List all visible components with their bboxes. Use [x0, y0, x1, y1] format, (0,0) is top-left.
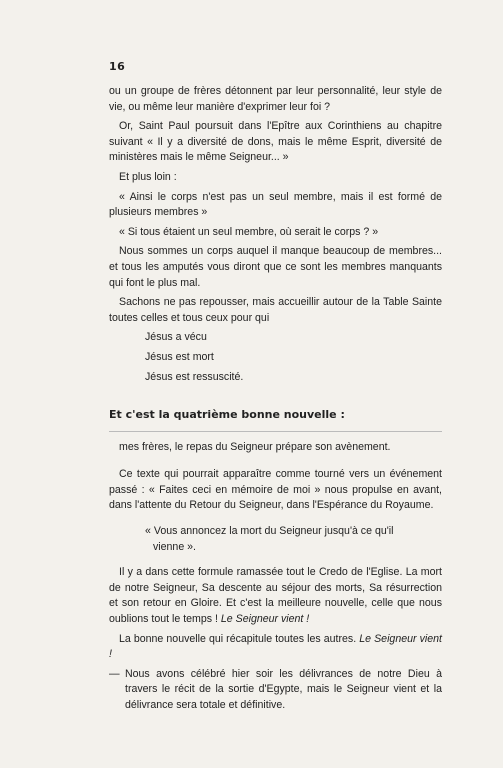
paragraph-8-text: Il y a dans cette formule ramassée tout le Credo de l'Eglise. La mort de notre Seigneur, Sa descente au séjour des morts, Sa résurrection et son retour en Gloire. Et c'est la meilleure nouvelle, celle que nous oublions tout le temps !: [109, 566, 442, 626]
paragraph-3: Et plus loin :: [119, 170, 177, 183]
paragraph-6: mes frères, le repas du Seigneur prépare son avènement.: [119, 440, 391, 453]
paragraph-7: Ce texte qui pourrait apparaître comme tourné vers un événement passé : « Faites ceci en mémoire de moi » nous propulse en avant, dans l'attente du Retour du Seigneur, dans l'Espérance du Royaume.: [109, 468, 442, 512]
quote-3-line-2: vienne ».: [153, 540, 196, 553]
quote-2: « Si tous étaient un seul membre, où serait le corps ? »: [119, 225, 379, 238]
list-item: Jésus est ressuscité.: [145, 370, 244, 383]
section-heading: Et c'est la quatrième bonne nouvelle :: [109, 408, 345, 422]
body-text: [109, 84, 442, 714]
paragraph-8-emphasis: Le Seigneur vient !: [220, 613, 310, 626]
paragraph-9-text: La bonne nouvelle qui récapitule toutes les autres.: [119, 632, 357, 645]
paragraph-4: Nous sommes un corps auquel il manque beaucoup de membres... et tous les amputés vous diront que ce sont les membres manquants qui font le plus mal.: [109, 245, 442, 289]
dash-paragraph-text: Nous avons célébré hier soir les délivrances de notre Dieu à travers le récit de la sortie d'Egypte, mais le Seigneur vient et la délivrance sera totale et définitive.: [125, 667, 442, 711]
paragraph-2: Or, Saint Paul poursuit dans l'Epître aux Corinthiens au chapitre suivant « Il y a diversité de dons, mais le même Esprit, diversité de ministères mais le même Seigneur... »: [109, 120, 442, 164]
dash-mark: —: [109, 667, 120, 680]
list-item: Jésus est mort: [145, 350, 214, 363]
page-number: 16: [109, 60, 126, 73]
paragraph-1: ou un groupe de frères détonnent par leur personnalité, leur style de vie, ou même leur manière d'exprimer leur foi ?: [109, 85, 442, 113]
paragraph-9-emphasis: Le Seigneur vient !: [109, 632, 442, 661]
paragraph-5: Sachons ne pas repousser, mais accueillir autour de la Table Sainte toutes celles et tous ceux pour qui: [109, 296, 442, 324]
list-item: Jésus a vécu: [145, 331, 207, 344]
paragraph-8: [109, 565, 442, 627]
dash-paragraph: [109, 667, 442, 714]
quote-1: « Ainsi le corps n'est pas un seul membre, mais il est formé de plusieurs membres »: [109, 190, 442, 219]
quote-3-line-1: « Vous annoncez la mort du Seigneur jusqu'à ce qu'il: [145, 525, 394, 538]
divider: [109, 431, 442, 432]
paragraph-9: [109, 632, 442, 663]
